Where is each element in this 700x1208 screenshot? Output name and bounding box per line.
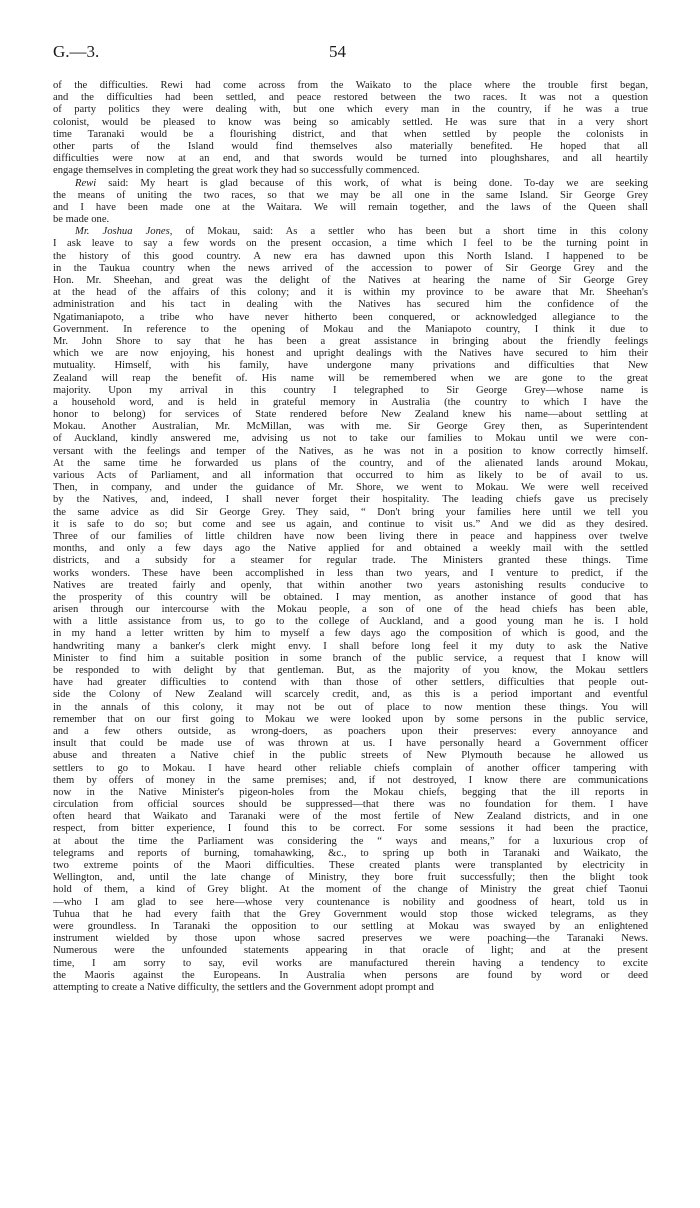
document-reference: G.—3.	[53, 42, 100, 61]
text-line: now in the Native Minister's pigeon-holes from the Mokau chiefs, begging that the ill reports in	[53, 786, 648, 798]
text-line: be made one.	[53, 214, 110, 226]
text-line: of party politics they were dealing with, but one which every man in the country, if he was a true	[53, 104, 648, 116]
text-line: the same advice as did Sir George Grey. They said, “ Don't bring your families here until we tell you	[53, 506, 648, 518]
text-line: mutuality. Himself, with his family, have undergone many privations and difficulties that New	[53, 360, 648, 372]
speaker-name: Rewi	[75, 177, 97, 189]
text-line: districts, and a subsidy for a steamer for regular trade. The Ministers granted these things. Time	[53, 555, 648, 567]
text-line: difficulties were now at an end, and that swords would be turned into ploughshares, and all heartily	[53, 153, 648, 165]
text-line: it is safe to do so; but come and see us again, and continue to visit us.” And we did as they desired.	[53, 518, 648, 530]
text-line: have had greater difficulties to contend with than those of other settlers, difficulties that people out-	[53, 677, 648, 689]
page-number: 54	[329, 42, 346, 61]
text-line: in the annals of this colony, it may not be out of place to now mention these things. You will	[53, 701, 648, 713]
text-line: of Auckland, kindly answered me, advising us not to take our families to Mokau until we were con-	[53, 433, 648, 445]
paragraph	[53, 178, 648, 227]
body-text	[53, 80, 648, 994]
text-line: attempting to create a Native difficulty, the settlers and the Government adopt prompt and	[53, 981, 434, 993]
text-line: circulation from official sources should be suppressed—that there was no foundation for them. I have	[53, 799, 648, 811]
text-line: were groundless. In Taranaki the opposition to our settling at Mokau was swayed by an enlightened	[53, 920, 648, 932]
text-line: Wellington, and, until the late change of Ministry, they bore fruit successfully; then the blight took	[53, 872, 648, 884]
text-line: handwriting many a banker's clerk might envy. I shall before long feel it my duty to ask the Native	[53, 640, 648, 652]
text-line: settlers to go to Mokau. I have heard other reliable chiefs complain of another officer tampering with	[53, 762, 648, 774]
text-line: abuse and threaten a Native chief in the public streets of New Plymouth because he allowed us	[53, 750, 648, 762]
text-line: the prosperity of this country will be obtained. I may mention, as another instance of good that has	[53, 591, 648, 603]
text-line: Mr. John Shore to say that he has been a great assistance in bringing about the friendly feelings	[53, 335, 648, 347]
text-line: respect, from bitter experience, I found this to be correct. For some sessions it had been the practice,	[53, 823, 648, 835]
text-line: insult that could be made use of was thrown at us. I have personally heard a Government officer	[53, 738, 648, 750]
text-line: Tuhua that he had every faith that the Grey Government would stop those wicked telegrams, as they	[53, 908, 648, 920]
text-line: remember that on our first going to Mokau we were looked upon by some persons in the public service,	[53, 713, 648, 725]
text-line: telegrams and reports of burning, tomahawking, &c., to spring up both in Taranaki and Waikato, the	[53, 847, 648, 859]
text-line: Minister to find him a suitable position in some branch of the public service, a request that I know will	[53, 652, 648, 664]
text-line: instrument wielded by those upon whose sacred preserves we were poaching—the Taranaki News.	[53, 933, 648, 945]
text-line: in the Taukua country when the news arrived of the accession to power of Sir George Grey and the	[53, 262, 648, 274]
text-line: at about the time the Parliament was considering the “ ways and means,” for a luxurious crop of	[53, 835, 648, 847]
text-line: which we are now enjoying, his honest and upright dealings with the Natives have secured to him their	[53, 348, 648, 360]
page-header	[53, 42, 653, 62]
text-line: with a little assistance from us, to go to the college of Auckland, and a good young man he is. I hold	[53, 616, 648, 628]
text-line: engage themselves in completing the great work they had so successfully commenced.	[53, 165, 420, 177]
text-line: At the same time he forwarded us plans of the country, and of the alienated lands around Mokau,	[53, 457, 648, 469]
text-line: —who I am glad to see here—whose very countenance is nobility and goodness of heart, told us in	[53, 896, 648, 908]
text-line: Mr. Joshua Jones, of Mokau, said: As a settler who has been but a short time in this colony	[75, 226, 648, 238]
text-line: in my hand a letter written by him to myself a few days ago the composition of which is good, and the	[53, 628, 648, 640]
text-line: months, and only a few days ago the Native applied for and obtained a weekly mail with the settled	[53, 543, 648, 555]
text-line: Mokau. Another Australian, Mr. McMillan, was with me. Sir George Grey then, as Superintendent	[53, 421, 648, 433]
text-line: them by offers of money in the same premises; and, if not destroyed, I know there are communications	[53, 774, 648, 786]
text-line: works wonders. These have been accomplished in less than two years, and I venture to predict, if the	[53, 567, 648, 579]
text-line: the Maoris against the Europeans. In Australia when persons are found by word or deed	[53, 969, 648, 981]
text-line: Then, in company, and under the guidance of Mr. Shore, we went to Mokau. We were well received	[53, 482, 648, 494]
text-line: majority. Upon my arrival in this country I telegraphed to Sir George Grey—whose name is	[53, 384, 648, 396]
text-line: a household word, and is held in grateful memory in Australia (the country to which I have the	[53, 396, 648, 408]
text-line: Three of our families of little children have now been living there in peace and happiness over twelve	[53, 530, 648, 542]
text-line: of the difficulties. Rewi had come across from the Waikato to the place where the trouble first began,	[53, 80, 648, 91]
paragraph	[53, 80, 648, 178]
text-line: and a few others outside, as wrong-doers, as poachers upon their preserves: every annoyance and	[53, 725, 648, 737]
speaker-name: Mr. Joshua Jones,	[75, 226, 173, 238]
text-line: and I have been made one at the Waitara. We will remain together, and the laws of the Queen shall	[53, 201, 648, 213]
text-line: Numerous were the unfounded statements appearing in that oracle of light; and at the present	[53, 945, 648, 957]
text-line: time Taranaki would be a flourishing district, and that when settled by people the colonists in	[53, 128, 648, 140]
text-line: time, I am sorry to say, evil works are manufactured therein having a tendency to excite	[53, 957, 648, 969]
text-line: at the head of the affairs of this colony; and it is within my province to be aware that Mr. Sheehan's	[53, 287, 648, 299]
text-line: and the difficulties had been settled, and peace restored between the two races. It was not a question	[53, 92, 648, 104]
text-line: Ngatimaniapoto, a tribe who have never hitherto been conquered, or acknowledged allegiance to the	[53, 311, 648, 323]
text-line: other parts of the Island would find themselves also materially benefited. He hoped that all	[53, 140, 648, 152]
paragraph	[53, 226, 648, 994]
text-line: Rewi said: My heart is glad because of this work, of what is being done. To-day we are seeking	[75, 177, 648, 189]
text-line: side the Colony of New Zealand will scarcely credit, and, as this is a period important and eventful	[53, 689, 648, 701]
text-line: arisen through our intercourse with the Mokau people, a son of one of the head chiefs has been able,	[53, 604, 648, 616]
text-line: I ask leave to say a few words on the present occasion, a time which I feel to be the turning point in	[53, 238, 648, 250]
text-line: hold of them, a kind of Grey blight. At the moment of the change of Ministry the great chief Taonui	[53, 884, 648, 896]
text-line: various Acts of Parliament, and all information that occurred to him as likely to be of avail to us.	[53, 470, 648, 481]
text-line: colonist, would be pleased to know was being so amicably settled. He was sure that in a very short	[53, 116, 648, 128]
text-line: Zealand will reap the benefit of. His name will be remembered when we are gone to the great	[53, 372, 648, 384]
text-line: often heard that Waikato and Taranaki were of the most fertile of New Zealand districts, and in one	[53, 811, 648, 823]
text-line: Hon. Mr. Sheehan, and great was the delight of the Natives at hearing the name of Sir George Grey	[53, 275, 648, 286]
text-line: administration and his tact in dealing with the Natives has secured him the confidence of the	[53, 299, 648, 311]
text-line: by the Natives, and, indeed, I shall never forget their hospitality. The leading chiefs gave us precisely	[53, 494, 648, 506]
text-line: the means of uniting the two races, so that we may be all one in the same Island. Sir George Grey	[53, 189, 648, 201]
text-line: versant with the feelings and temper of the Natives, as he was not in a position to know correctly himself.	[53, 445, 648, 457]
text-line: the history of this good country. A new era has dawned upon this North Island. I happened to be	[53, 250, 648, 262]
text-line: be responded to with delight by that gentleman. But, as the majority of you know, the Mokau settlers	[53, 665, 648, 676]
text-line: Government. In reference to the opening of Mokau and the Maniapoto country, I think it due to	[53, 323, 648, 335]
text-line: Natives are treated fairly and openly, that within another two years astonishing results conducive to	[53, 579, 648, 591]
text-line: two extreme points of the Maori difficulties. These created plants were transplanted by electricity in	[53, 860, 648, 871]
text-line: honor to belong) for services of State rendered before New Zealand knew his name—about settling at	[53, 409, 648, 421]
